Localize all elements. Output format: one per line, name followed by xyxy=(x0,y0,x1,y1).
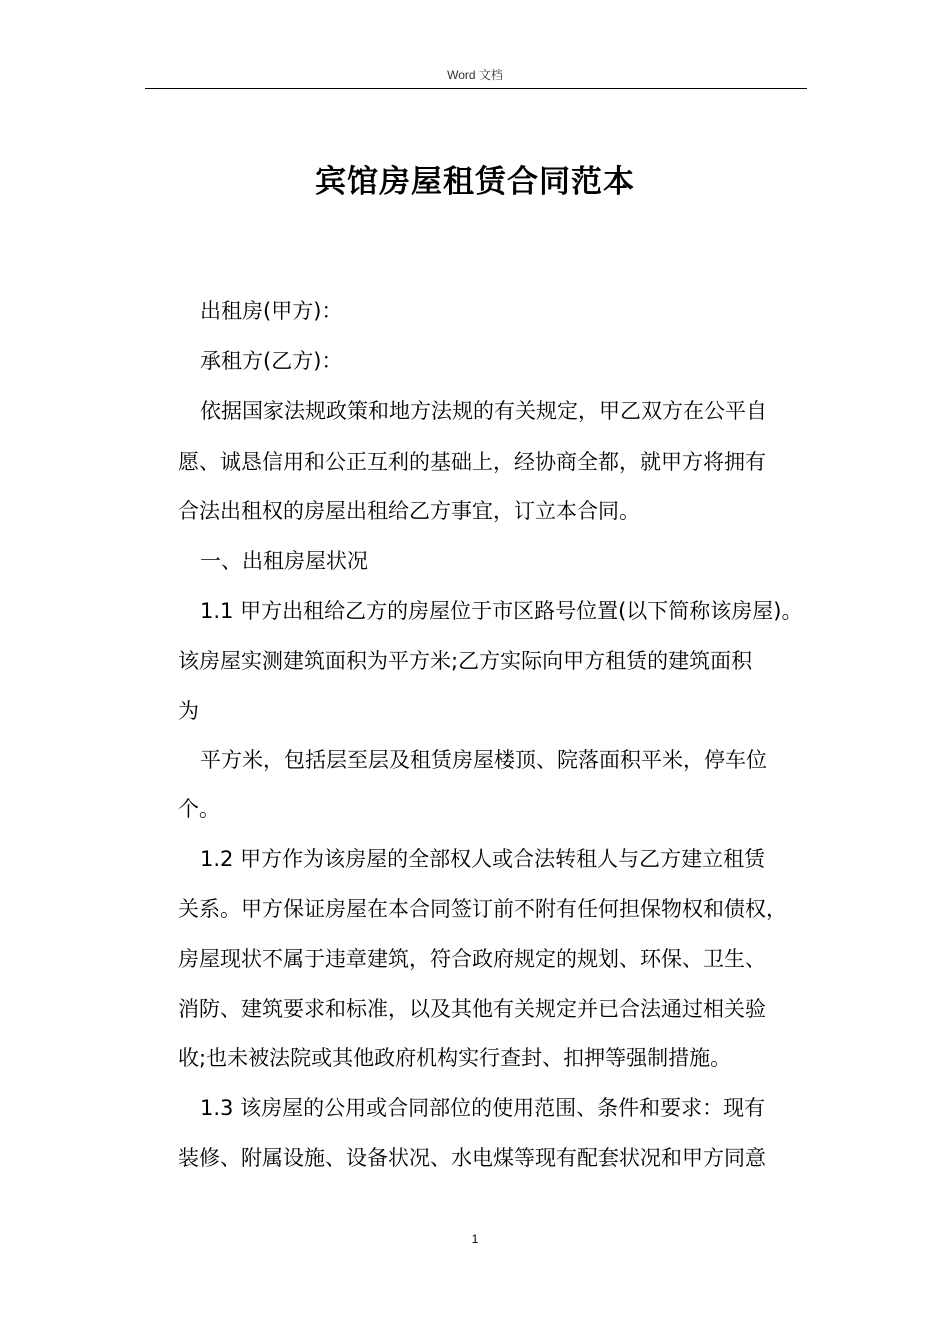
paragraph-line: 个。 xyxy=(178,797,220,821)
paragraph-line: 该房屋实测建筑面积为平方米;乙方实际向甲方租赁的建筑面积 xyxy=(178,649,753,673)
paragraph-line: 依据国家法规政策和地方法规的有关规定，甲乙双方在公平自 xyxy=(200,399,767,423)
paragraph-line: 房屋现状不属于违章建筑，符合政府规定的规划、环保、卫生、 xyxy=(178,947,766,971)
paragraph-line: 1.2 甲方作为该房屋的全部权人或合法转租人与乙方建立租赁 xyxy=(200,847,766,871)
paragraph-line: 装修、附属设施、设备状况、水电煤等现有配套状况和甲方同意 xyxy=(178,1146,766,1170)
paragraph-line: 收;也未被法院或其他政府机构实行查封、扣押等强制措施。 xyxy=(178,1046,732,1070)
document-title: 宾馆房屋租赁合同范本 xyxy=(315,164,635,200)
paragraph-line: 平方米，包括层至层及租赁房屋楼顶、院落面积平米，停车位 xyxy=(200,748,767,772)
paragraph-line: 愿、诚恳信用和公正互利的基础上，经协商全都，就甲方将拥有 xyxy=(178,450,766,474)
paragraph-line: 为 xyxy=(178,699,199,723)
page-header: Word 文档 xyxy=(447,68,503,82)
page-number: 1 xyxy=(471,1232,479,1246)
header-divider xyxy=(145,88,807,89)
party-b-line: 承租方(乙方)： xyxy=(200,349,343,373)
section-heading: 一、出租房屋状况 xyxy=(200,549,368,573)
party-a-line: 出租房(甲方)： xyxy=(200,299,343,323)
paragraph-line: 1.3 该房屋的公用或合同部位的使用范围、条件和要求：现有 xyxy=(200,1096,766,1120)
paragraph-line: 合法出租权的房屋出租给乙方事宜，订立本合同。 xyxy=(178,499,640,523)
paragraph-line: 消防、建筑要求和标准，以及其他有关规定并已合法通过相关验 xyxy=(178,997,766,1021)
paragraph-line: 1.1 甲方出租给乙方的房屋位于市区路号位置(以下简称该房屋)。 xyxy=(200,599,803,623)
paragraph-line: 关系。甲方保证房屋在本合同签订前不附有任何担保物权和债权， xyxy=(178,897,787,921)
